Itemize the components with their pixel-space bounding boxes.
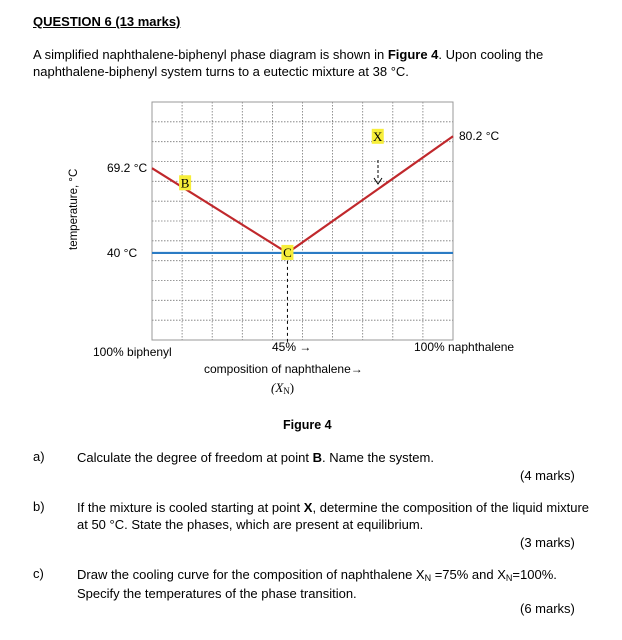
x-axis-label: composition of naphthalene→: [204, 362, 363, 376]
x-symbol-sub: N: [283, 386, 290, 396]
question-b-bold: X: [303, 500, 313, 515]
cooling-arrow: [374, 160, 382, 184]
temperature-label: 69.2 °C: [107, 161, 148, 176]
question-title: QUESTION 6 (13 marks): [33, 14, 181, 29]
temperature-label: 80.2 °C: [459, 129, 500, 144]
point-label-x: X: [373, 128, 383, 144]
question-c-marks: (6 marks): [520, 601, 575, 616]
question-c-sub2: N: [505, 573, 513, 583]
question-a-bold: B: [312, 450, 322, 465]
x-symbol-text: (X: [271, 380, 284, 395]
question-c-post: =100%.: [512, 567, 557, 582]
question-b-marks: (3 marks): [520, 535, 575, 550]
question-b-letter: b): [33, 499, 45, 514]
question-b-text: [77, 499, 589, 533]
question-b-pre: If the mixture is cooled starting at point: [77, 500, 304, 515]
y-axis-label: temperature, °C: [68, 168, 80, 250]
x-left-label: 100% biphenyl: [93, 345, 172, 359]
question-c-sub1: N: [424, 573, 432, 583]
point-label-c: C: [283, 244, 292, 260]
figure-caption: Figure 4: [283, 418, 332, 432]
temperature-label: 40 °C: [107, 245, 138, 260]
question-a-marks: (4 marks): [520, 468, 575, 483]
question-a-text: [77, 449, 434, 466]
question-c-text: [77, 566, 589, 602]
chart-grid: [152, 102, 453, 340]
question-c-letter: c): [33, 566, 44, 581]
point-label-b: B: [180, 175, 190, 191]
question-c-line2: Specify the temperatures of the phase transition.: [77, 586, 357, 601]
intro-figure-ref: Figure 4: [387, 47, 439, 62]
question-a-pre: Calculate the degree of freedom at point: [77, 450, 313, 465]
x-mid-label: 45% →: [272, 340, 312, 354]
question-c-mid: =75% and X: [431, 567, 506, 582]
question-a-letter: a): [33, 449, 45, 464]
intro-text-1: A simplified naphthalene-biphenyl phase diagram is shown in: [33, 47, 388, 62]
question-b-post: , determine the composition of the liquid mixture at 50 °C. State the phases, which are present at equilibrium.: [77, 500, 590, 532]
intro-text-2: . Upon cooling the naphthalene-biphenyl system turns to a eutectic mixture at 38 °C.: [33, 47, 544, 79]
x-symbol-close: ): [289, 380, 295, 395]
question-c-pre: Draw the cooling curve for the composition of naphthalene X: [77, 567, 425, 582]
question-a-post: . Name the system.: [321, 450, 434, 465]
x-axis-symbol: [271, 380, 294, 396]
x-right-label: 100% naphthalene: [414, 340, 515, 354]
